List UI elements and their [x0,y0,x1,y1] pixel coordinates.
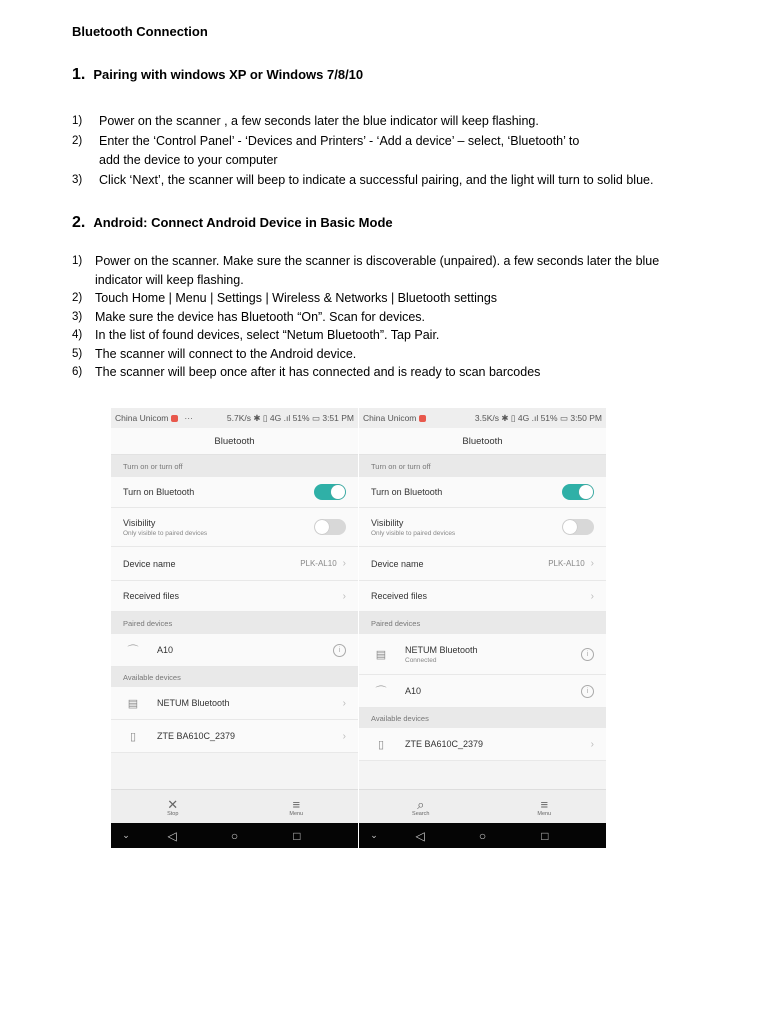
list-item-number: 2) [72,292,83,304]
list-item [72,345,659,364]
list-item-text: Power on the scanner , a few seconds later the blue indicator will keep flashing. [99,114,539,128]
paired-device-row[interactable] [359,634,606,675]
bottom-action-bar [111,789,358,824]
received-files-label: Received files [371,591,428,601]
menu-button[interactable] [483,790,607,824]
recents-icon[interactable]: □ [293,828,301,843]
visibility-toggle[interactable] [562,519,594,535]
list-item-text: add the device to your computer [99,153,278,167]
available-device-name: ZTE BA610C_2379 [157,731,236,741]
list-item-number: 5) [72,347,83,360]
chevron-right-icon: › [342,558,346,569]
list-item-number: 3) [72,310,83,323]
available-device-name: ZTE BA610C_2379 [405,739,484,749]
device-name-row[interactable] [111,547,358,581]
list-item-number: 3) [72,173,83,186]
search-icon: ⌕ [417,796,425,812]
phone-icon: ▯ [129,730,137,743]
list-item [72,289,659,308]
recents-icon[interactable]: □ [541,828,549,843]
section-paired-devices: Paired devices [359,612,606,634]
section-available-devices [359,708,606,728]
section1-heading-text: Pairing with windows XP or Windows 7/8/10 [93,67,364,82]
available-device-row[interactable] [359,728,606,761]
list-item-text: Power on the scanner. Make sure the scanner is discoverable (unpaired). a few seconds later the blue [95,254,660,268]
section1-list [72,112,653,190]
section1-heading [72,66,363,84]
screen-title: Bluetooth [111,428,358,455]
visibility-row[interactable] [111,508,358,547]
turn-on-bluetooth-label: Turn on Bluetooth [371,487,443,497]
bluetooth-toggle[interactable] [562,484,594,500]
list-item [72,132,653,171]
carrier-label: China Unicom [363,413,417,423]
list-item-text: The scanner will connect to the Android device. [95,346,357,361]
status-extra: ··· [184,413,193,423]
home-icon[interactable]: ○ [478,828,487,843]
home-icon[interactable]: ○ [230,828,239,843]
section-available-devices [111,667,358,687]
chevron-right-icon: › [590,558,594,569]
visibility-sublabel: Only visible to paired devices [123,529,208,537]
list-item-text: Click ‘Next’, the scanner will beep to indicate a successful pairing, and the light will turn to solid blue. [99,172,654,187]
paired-device-row[interactable] [359,675,606,708]
list-item [72,308,659,327]
available-device-row[interactable] [111,720,358,753]
device-name-label: Device name [371,558,424,569]
paired-device-name: A10 [157,645,174,655]
list-item [72,252,659,289]
received-files-row[interactable] [111,581,358,612]
list-item-text: Enter the ‘Control Panel’ - ‘Devices and Printers’ - ‘Add a device’ – select, ‘Bluetooth’ to [99,133,580,148]
device-name-value: PLK-AL10 [300,559,337,568]
section2-list [72,252,659,382]
list-item [72,363,659,382]
list-item-number: 6) [72,366,83,378]
status-right: 5.7K/s ✱ ▯ 4G .ıl 51% ▭ 3:51 PM [226,412,354,423]
paired-device-name: NETUM Bluetooth [405,644,478,655]
chevron-down-icon[interactable]: ⌄ [122,830,130,840]
visibility-sublabel: Only visible to paired devices [371,529,456,537]
paired-device-row[interactable] [111,634,358,667]
section-turn-on-off: Turn on or turn off [111,455,358,477]
visibility-row[interactable] [359,508,606,547]
info-icon[interactable]: i [333,644,346,657]
chevron-right-icon: › [590,590,594,602]
headset-icon: ⌒ [127,645,139,657]
list-item [72,171,653,191]
headset-icon: ⌒ [375,686,387,698]
list-item [72,326,659,345]
bottom-button-label: Search [412,810,430,817]
device-name-value: PLK-AL10 [548,559,585,568]
section2-heading [72,214,393,232]
list-item-text: Make sure the device has Bluetooth “On”. Scan for devices. [95,309,426,324]
section1-number: 1. [72,66,86,83]
keyboard-icon: ▤ [127,697,139,710]
list-item-number: 1) [72,115,83,127]
paired-device-name: A10 [405,686,422,696]
section-turn-on-off: Turn on or turn off [359,455,606,477]
list-item [72,112,653,132]
info-icon[interactable]: i [581,685,594,698]
turn-on-bluetooth-row[interactable] [111,477,358,508]
list-item-text: indicator will keep flashing. [95,272,244,287]
android-nav-bar [111,823,358,848]
available-device-name: NETUM Bluetooth [157,698,230,708]
bottom-button-label: Stop [167,810,179,817]
list-item-number: 2) [72,134,83,147]
screenshot-left [111,408,358,848]
list-item-number: 1) [72,255,83,267]
list-item-text: Touch Home | Menu | Settings | Wireless & Networks | Bluetooth settings [95,291,498,305]
bottom-button-label: Menu [289,810,304,817]
device-name-row[interactable] [359,547,606,581]
visibility-toggle[interactable] [314,519,346,535]
back-icon[interactable]: ◁ [167,828,177,843]
list-item-text: In the list of found devices, select “Netum Bluetooth”. Tap Pair. [95,328,440,342]
screen-title: Bluetooth [359,428,606,455]
screenshot-right [359,408,606,848]
status-bar [111,408,358,428]
received-files-row[interactable] [359,581,606,612]
bottom-action-bar [359,789,606,824]
phone-icon: ▯ [377,738,385,751]
menu-icon: ≡ [292,796,301,812]
turn-on-bluetooth-row[interactable] [359,477,606,508]
stop-button[interactable] [111,790,235,824]
back-icon[interactable]: ◁ [415,828,425,843]
search-button[interactable] [359,790,483,824]
paired-device-status: Connected [405,656,437,664]
visibility-label: Visibility [371,517,404,528]
stop-icon: ✕ [167,796,179,812]
keyboard-icon: ▤ [375,648,387,661]
available-devices-label: Available devices [123,672,181,682]
turn-on-bluetooth-label: Turn on Bluetooth [123,487,195,497]
device-name-label: Device name [123,558,176,569]
status-bar [359,408,606,428]
status-right: 3.5K/s ✱ ▯ 4G .ıl 51% ▭ 3:50 PM [474,412,602,423]
available-devices-label: Available devices [371,713,429,723]
list-item-number: 4) [72,329,83,341]
doc-title: Bluetooth Connection [72,24,208,39]
carrier-label: China Unicom [115,413,169,423]
section2-heading-text: Android: Connect Android Device in Basic Mode [93,215,393,230]
android-nav-bar [359,823,606,848]
menu-button[interactable] [235,790,359,824]
chevron-down-icon[interactable]: ⌄ [370,830,378,840]
available-device-row[interactable] [111,687,358,720]
section2-number: 2. [72,214,86,231]
notification-icon [171,415,178,422]
bluetooth-toggle[interactable] [314,484,346,500]
menu-icon: ≡ [540,796,549,812]
section-paired-devices: Paired devices [111,612,358,634]
chevron-right-icon: › [342,697,346,709]
received-files-label: Received files [123,591,180,601]
visibility-label: Visibility [123,517,156,528]
bottom-button-label: Menu [537,810,552,817]
info-icon[interactable]: i [581,648,594,661]
chevron-right-icon: › [342,590,346,602]
list-item-text: The scanner will beep once after it has connected and is ready to scan barcodes [95,365,541,379]
chevron-right-icon: › [342,730,346,742]
chevron-right-icon: › [590,738,594,750]
notification-icon [419,415,426,422]
